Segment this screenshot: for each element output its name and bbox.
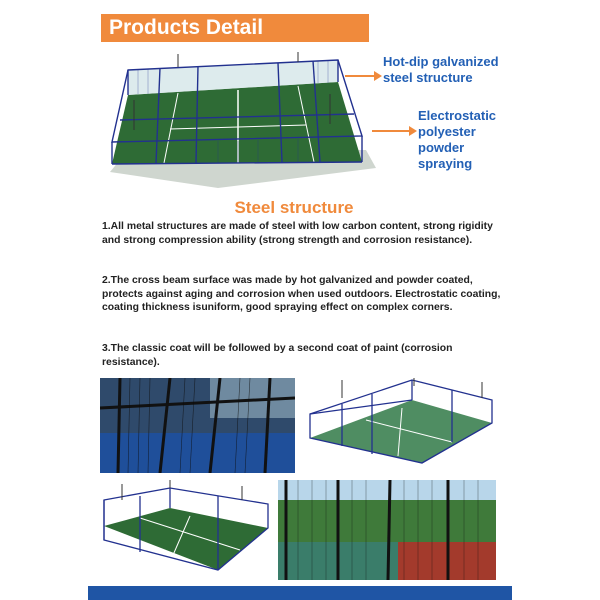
body-paragraph: 3.The classic coat will be followed by a second coat of paint (corrosion resistance). (102, 343, 453, 368)
arrow-right-icon (409, 126, 417, 136)
padel-court-render-image (98, 50, 380, 192)
powder-spraying-callout: Electrostatic polyester powder spraying (418, 108, 497, 171)
callout-arrow (345, 75, 375, 77)
steel-frame-closeup-photo (100, 378, 295, 473)
padel-court-render-image (302, 378, 496, 473)
section-heading: Steel structure (234, 198, 354, 217)
footer-bar (88, 586, 512, 600)
galvanized-steel-callout: Hot-dip galvanized steel structure (383, 54, 499, 85)
page-title: Products Detail (101, 14, 369, 42)
arrow-right-icon (374, 71, 382, 81)
body-paragraph: 1.All metal structures are made of steel with low carbon content, strong rigidity and strong compression ability (strong strength and corrosion resistance). (102, 221, 493, 246)
body-paragraph: 2.The cross beam surface was made by hot galvanized and powder coated, protects against aging and corrosion when used outdoors. Electrostatic coating, coating thickness isuniform, good spraying effect on complex corners. (102, 275, 501, 313)
callout-arrow (372, 130, 410, 132)
outdoor-court-fence-photo (278, 480, 496, 580)
padel-court-render-image (100, 480, 272, 580)
